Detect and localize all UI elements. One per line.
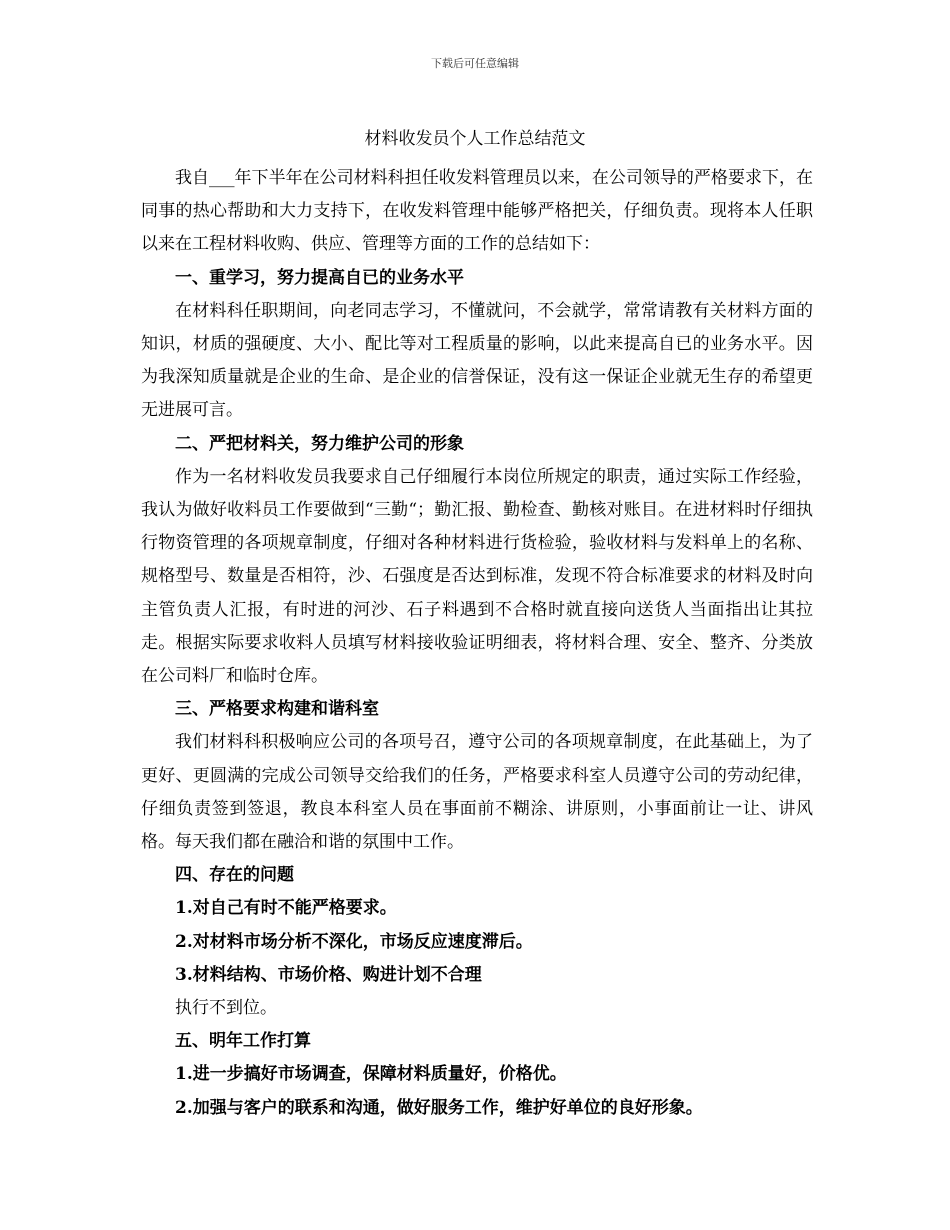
section-1-heading: 一、重学习，努力提高自已的业务水平	[175, 267, 464, 288]
section-3-heading: 三、严格要求构建和谐科室	[175, 699, 379, 720]
plan-item-1: 1.进一步搞好市场调查，保障材料质量好，价格优。	[175, 1064, 567, 1085]
problem-item-3: 3.材料结构、市场价格、购进计划不合理	[175, 964, 482, 985]
plan-item-2: 2.加强与客户的联系和沟通，做好服务工作，维护好单位的良好形象。	[175, 1097, 703, 1118]
section-2-paragraph: 作为一名材料收发员我要求自己仔细履行本岗位所规定的职责，通过实际工作经验，我认为做好收料员工作要做到“三勤“；勤汇报、勤检查、勤核对账目。在进材料时仔细执行物资管理的各项规章制度，仔细对各种材料进行货检验，验收材料与发料单上的名称、规格型号、数量是否相符，沙、石强度是否达到标准，发现不符合标准要求的材料及时向主管负责人汇报，有时进的河沙、石子料遇到不合格时就直接向送货人当面指出让其拉走。根据实际要求收料人员填写材料接收验证明细表，将材料合理、安全、整齐、分类放在公司料厂和临时仓库。	[141, 466, 813, 687]
intro-paragraph: 我自___年下半年在公司材料科担任收发料管理员以来，在公司领导的严格要求下，在同事的热心帮助和大力支持下，在收发料管理中能够严格把关，仔细负责。现将本人任职以来在工程材料收购、供应、管理等方面的工作的总结如下：	[141, 168, 813, 255]
section-1-paragraph: 在材料科任职期间，向老同志学习，不懂就问，不会就学，常常请教有关材料方面的知识，材质的强硬度、大小、配比等对工程质量的影响，以此来提高自已的业务水平。因为我深知质量就是企业的生命、是企业的信誉保证，没有这一保证企业就无生存的希望更无进展可言。	[141, 300, 813, 421]
section-4-heading: 四、存在的问题	[175, 865, 294, 886]
section-3-paragraph: 我们材料科积极响应公司的各项号召，遵守公司的各项规章制度，在此基础上，为了更好、更圆满的完成公司领导交给我们的任务，严格要求科室人员遵守公司的劳动纪律，仔细负责签到签退，教良本科室人员在事面前不糊涂、讲原则，小事面前让一让、讲风格。每天我们都在融洽和谐的氛围中工作。	[141, 732, 813, 853]
section-5-heading: 五、明年工作打算	[175, 1031, 311, 1052]
page-header: 下载后可任意编辑	[431, 57, 519, 70]
problem-item-3-continuation: 执行不到位。	[175, 998, 277, 1019]
document-body	[141, 162, 813, 1125]
section-2-heading: 二、严把材料关，努力维护公司的形象	[175, 433, 464, 454]
document-title: 材料收发员个人工作总结范文	[364, 129, 586, 149]
problem-item-1: 1.对自己有时不能严格要求。	[175, 898, 397, 919]
problem-item-2: 2.对材料市场分析不深化，市场反应速度滞后。	[175, 931, 533, 952]
